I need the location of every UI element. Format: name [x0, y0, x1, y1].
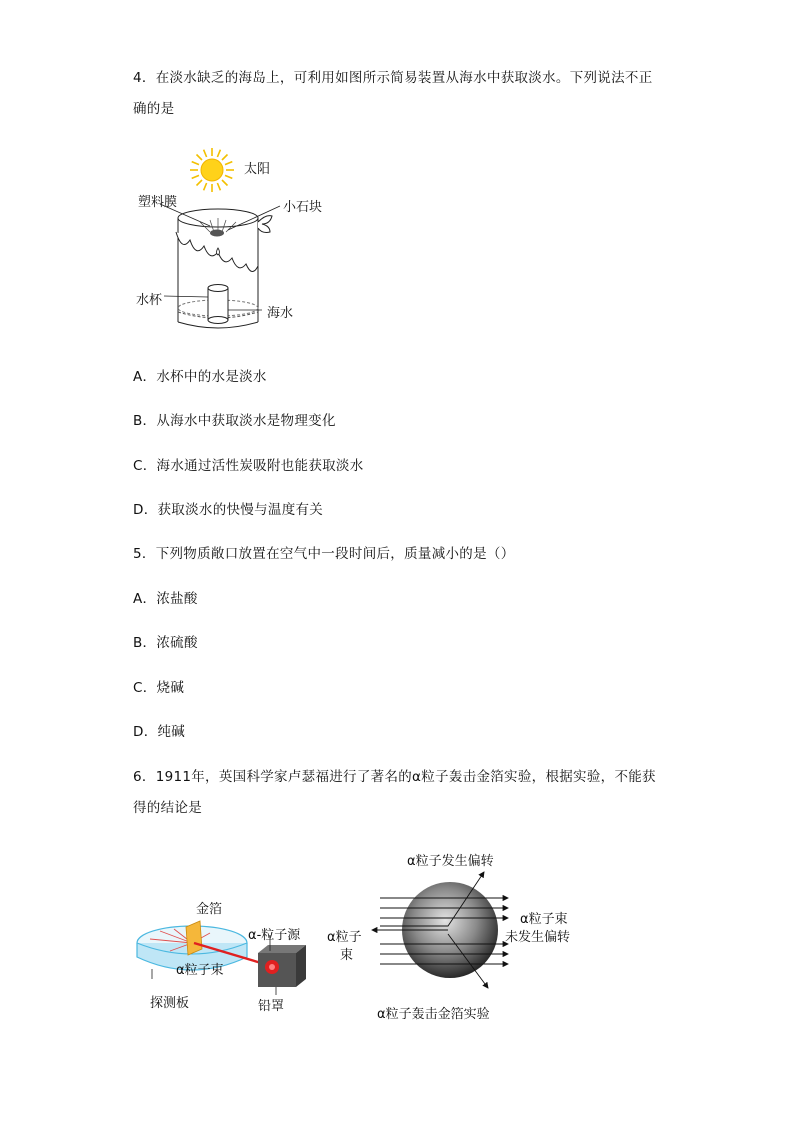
q6-stem-line1: 6．1911年，英国科学家卢瑟福进行了著名的α粒子轰击金箔实验，根据实验，不能获 [133, 769, 656, 785]
q6-label-beam-line1: α粒子 [327, 930, 362, 945]
q4-option-a: A．水杯中的水是淡水 [133, 369, 267, 385]
q5-stem: 5．下列物质敞口放置在空气中一段时间后，质量减小的是（） [133, 546, 515, 562]
q6-caption: α粒子轰击金箔实验 [377, 1007, 490, 1022]
q6-label-alpha-beam: α粒子束 [176, 963, 224, 978]
q6-label-undeflected-line2: 未发生偏转 [505, 930, 571, 945]
q6-label-undeflected-line1: α粒子束 [520, 912, 568, 927]
q4-label-film: 塑料膜 [138, 195, 178, 210]
q4-stem-line2: 确的是 [133, 101, 175, 117]
q5-option-a: A．浓盐酸 [133, 591, 198, 607]
q4-label-cup: 水杯 [136, 293, 163, 308]
q6-label-detector: 探测板 [150, 996, 190, 1011]
q6-label-beam-line2: 束 [340, 948, 354, 963]
q6-label-deflected: α粒子发生偏转 [407, 854, 494, 869]
q4-label-seawater: 海水 [267, 306, 294, 321]
q4-stem-line1: 4．在淡水缺乏的海岛上，可利用如图所示简易装置从海水中获取淡水。下列说法不正 [133, 70, 653, 86]
q6-stem-line2: 得的结论是 [133, 800, 202, 816]
q6-label-lead-shield: 铅罩 [258, 999, 285, 1014]
q5-option-c: C．烧碱 [133, 680, 185, 696]
q4-option-b: B．从海水中获取淡水是物理变化 [133, 413, 336, 429]
q4-label-sun: 太阳 [244, 162, 271, 177]
q6-label-gold-foil: 金箔 [196, 902, 223, 917]
sun-icon [190, 148, 234, 192]
q5-option-b: B．浓硫酸 [133, 635, 198, 651]
q6-label-alpha-source: α-粒子源 [248, 928, 301, 943]
q4-option-c: C．海水通过活性炭吸附也能获取淡水 [133, 458, 364, 474]
q4-label-stone: 小石块 [283, 200, 323, 215]
q4-option-d: D．获取淡水的快慢与温度有关 [133, 502, 324, 518]
q5-option-d: D．纯碱 [133, 724, 186, 740]
